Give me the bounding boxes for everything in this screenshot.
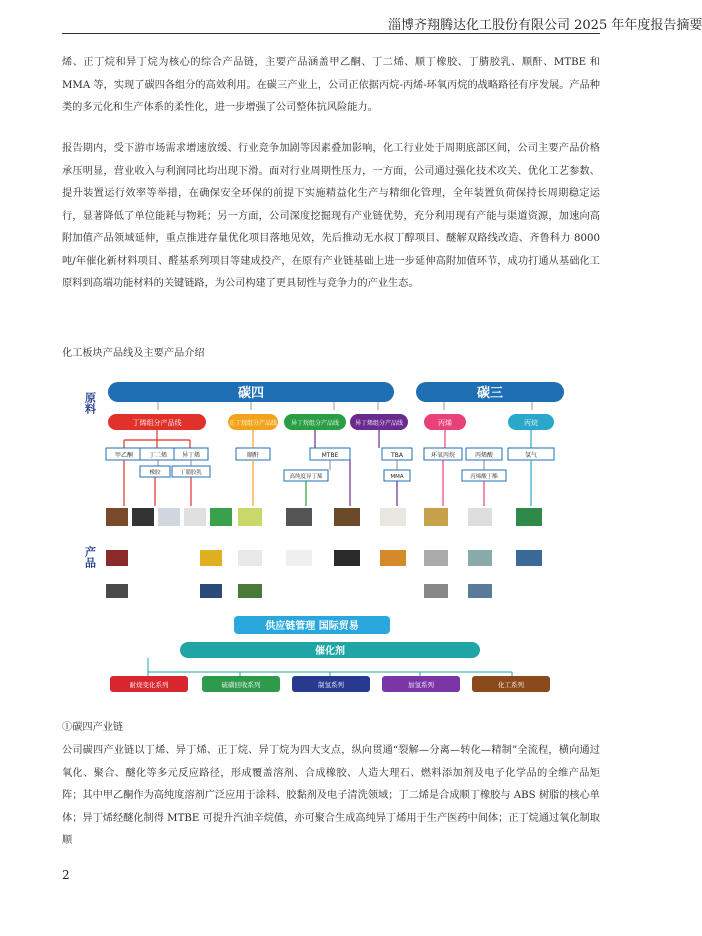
label-products: 产品 <box>83 546 97 568</box>
line-isobutane-label: 异丁烷组分产品线 <box>290 420 340 427</box>
sub2-rubber-label: 橡胶 <box>149 470 161 476</box>
c3-label: 碳三 <box>476 386 504 401</box>
figure-caption: 化工板块产品线及主要产品介绍 <box>62 348 205 359</box>
product-image-grid <box>106 508 542 598</box>
line-propane-label: 丙烷 <box>524 419 538 427</box>
catalyst-series-4-label: 加氢系列 <box>408 681 434 689</box>
catalyst-label: 催化剂 <box>315 646 345 657</box>
supply-chain-label: 供应链管理 国际贸易 <box>265 621 359 632</box>
sub-tba-label: TBA <box>391 452 403 459</box>
c4-label: 碳四 <box>237 386 265 401</box>
line-butene-label: 丁烯组分产品线 <box>132 419 182 427</box>
line-nbutane-label: 正丁烷组分产品线 <box>228 420 278 427</box>
sub-maleic-label: 顺酐 <box>246 452 260 459</box>
line-isobutene-label: 异丁烯组分产品线 <box>354 420 404 427</box>
sub-isobutene-label: 异丁烯 <box>181 452 201 459</box>
line-propylene-label: 丙烯 <box>438 419 452 427</box>
paragraph-c4-chain: 公司碳四产业链以丁烯、异丁烯、正丁烷、异丁烷为四大支点，纵向贯通“裂解—分离—转化—精制”全流程，横向通过氧化、聚合、醚化等多元反应路径，形成覆盖溶剂、合成橡胶、人造大理石、燃料添加剂及电子化学品的全维产品矩阵；其中甲乙酮作为高纯度溶剂广泛应用于涂料、胶黏剂及电子清洗领域；丁二烯是合成顺丁橡胶与 ABS 树脂的核心单体；异丁烯经醚化制得 MTBE 可提升汽油辛烷值，亦可聚合生成高纯异丁烯用于生产医药中间体；正丁烷通过氧化制取顺 <box>62 745 600 846</box>
label-raw-materials: 原料 <box>83 392 97 414</box>
sub2-nbr-latex-label: 丁腈胶乳 <box>179 470 203 476</box>
report-header-title: 淄博齐翔腾达化工股份有限公司 2025 年年度报告摘要 <box>388 18 702 33</box>
sub-mtbe-label: MTBE <box>321 452 339 459</box>
paragraph-operations: 报告期内，受下游市场需求增速放缓、行业竞争加剧等因素叠加影响，化工行业处于周期底部区间，公司主要产品价格承压明显，营业收入与利润同比均出现下滑。面对行业周期性压力，一方面，公司通过强化技术攻关、优化工艺参数、提升装置运行效率等举措，在确保安全环保的前提下实施精益化生产与精细化管理，全年装置负荷保持长周期稳定运行，显著降低了单位能耗与物耗；另一方面，公司深度挖掘现有产业链优势，充分利用现有产能与渠道资源，加速向高附加值产品领域延伸，重点推进存量优化项目落地见效，先后推动无水叔丁醇项目、醚解双路线改造、齐鲁科力 8000 吨/年催化新材料项目、醛基系列项目等建成投产，在原有产业链基础上进一步延伸高附加值环节，成功打通从基础化工原料到高端功能材料的关键链路，为公司构建了更具韧性与竞争力的产业生态。 <box>62 143 600 289</box>
sub-po-label: 环氧丙烷 <box>430 452 456 459</box>
section-subheading: ①碳四产业链 <box>62 722 124 733</box>
sub-mek-label: 甲乙酮 <box>114 452 134 459</box>
catalyst-series-1-label: 耐烧变化系列 <box>129 681 169 689</box>
sub2-hp-isobutene-label: 高纯度异丁烯 <box>289 474 323 480</box>
paragraph-product-chain: 烯、正丁烷和异丁烷为核心的综合产品链，主要产品涵盖甲乙酮、丁二烯、顺丁橡胶、丁腈胶乳、顺酐、MTBE 和 MMA 等，实现了碳四各组分的高效利用。在碳三产业上，公司正依据丙烷-丙烯-环氧丙烷的战略路径有序发展。产品种类的多元化和生产体系的柔性化，进一步增强了公司整体抗风险能力。 <box>62 57 600 113</box>
header-divider <box>62 33 600 34</box>
catalyst-series-3-label: 制氢系列 <box>318 681 344 689</box>
sub2-mma-label: MMA <box>390 474 404 480</box>
sub2-butyl-acrylate-label: 丙烯酸丁酯 <box>470 474 498 480</box>
catalyst-series-2-label: 硫磺回收系列 <box>221 681 261 689</box>
sub-butadiene-label: 丁二烯 <box>148 452 168 459</box>
page-number: 2 <box>62 868 70 882</box>
product-line-diagram <box>83 378 572 702</box>
sub-acrylic-label: 丙烯酸 <box>474 452 494 459</box>
catalyst-series-5-label: 化工系列 <box>498 681 524 689</box>
sub-hydrogen-label: 氢气 <box>524 452 538 459</box>
